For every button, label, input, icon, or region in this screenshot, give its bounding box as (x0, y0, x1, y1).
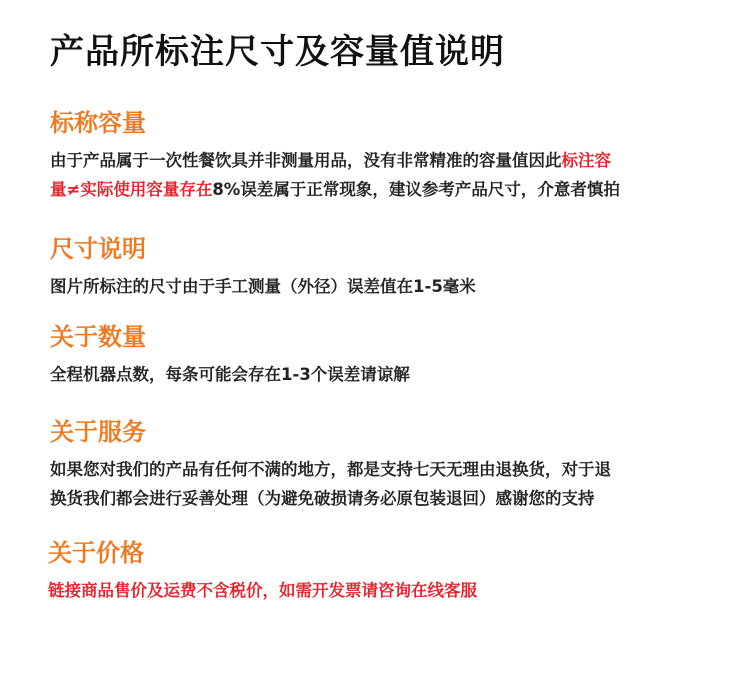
section-body-capacity (50, 146, 700, 204)
capacity-text-normal-2: 8%误差属于正常现象，建议参考产品尺寸，介意者慎拍 (212, 180, 620, 199)
section-capacity (50, 108, 700, 204)
section-heading-capacity: 标称容量 (50, 109, 146, 137)
price-text: 链接商品售价及运费不含税价，如需开发票请咨询在线客服 (48, 581, 477, 600)
section-heading-price: 关于价格 (48, 539, 144, 567)
capacity-line-2 (50, 175, 700, 204)
capacity-text-highlight-1: 标注容 (561, 151, 611, 170)
section-body-size (50, 272, 700, 301)
section-body-service (50, 455, 700, 513)
section-heading-service: 关于服务 (50, 418, 146, 446)
service-line-2: 换货我们都会进行妥善处理（为避免破损请务必原包装退回）感谢您的支持 (50, 489, 595, 508)
service-line-1: 如果您对我们的产品有任何不满的地方，都是支持七天无理由退换货，对于退 (50, 460, 611, 479)
section-service (50, 417, 700, 513)
section-heading-size: 尺寸说明 (50, 235, 146, 263)
capacity-text-normal-1: 由于产品属于一次性餐饮具并非测量用品，没有非常精准的容量值因此 (50, 151, 562, 170)
section-body-price (48, 576, 698, 605)
capacity-text-highlight-2: 量≠实际使用容量存在 (50, 180, 213, 199)
section-price (48, 538, 698, 605)
capacity-line-1 (50, 146, 700, 175)
section-size (50, 234, 700, 301)
section-body-quantity (50, 360, 700, 389)
page-title: 产品所标注尺寸及容量值说明 (50, 32, 505, 72)
section-quantity (50, 322, 700, 389)
section-heading-quantity: 关于数量 (50, 323, 146, 351)
size-text: 图片所标注的尺寸由于手工测量（外径）误差值在1-5毫米 (50, 277, 476, 296)
quantity-text: 全程机器点数，每条可能会存在1-3个误差请谅解 (50, 365, 410, 384)
